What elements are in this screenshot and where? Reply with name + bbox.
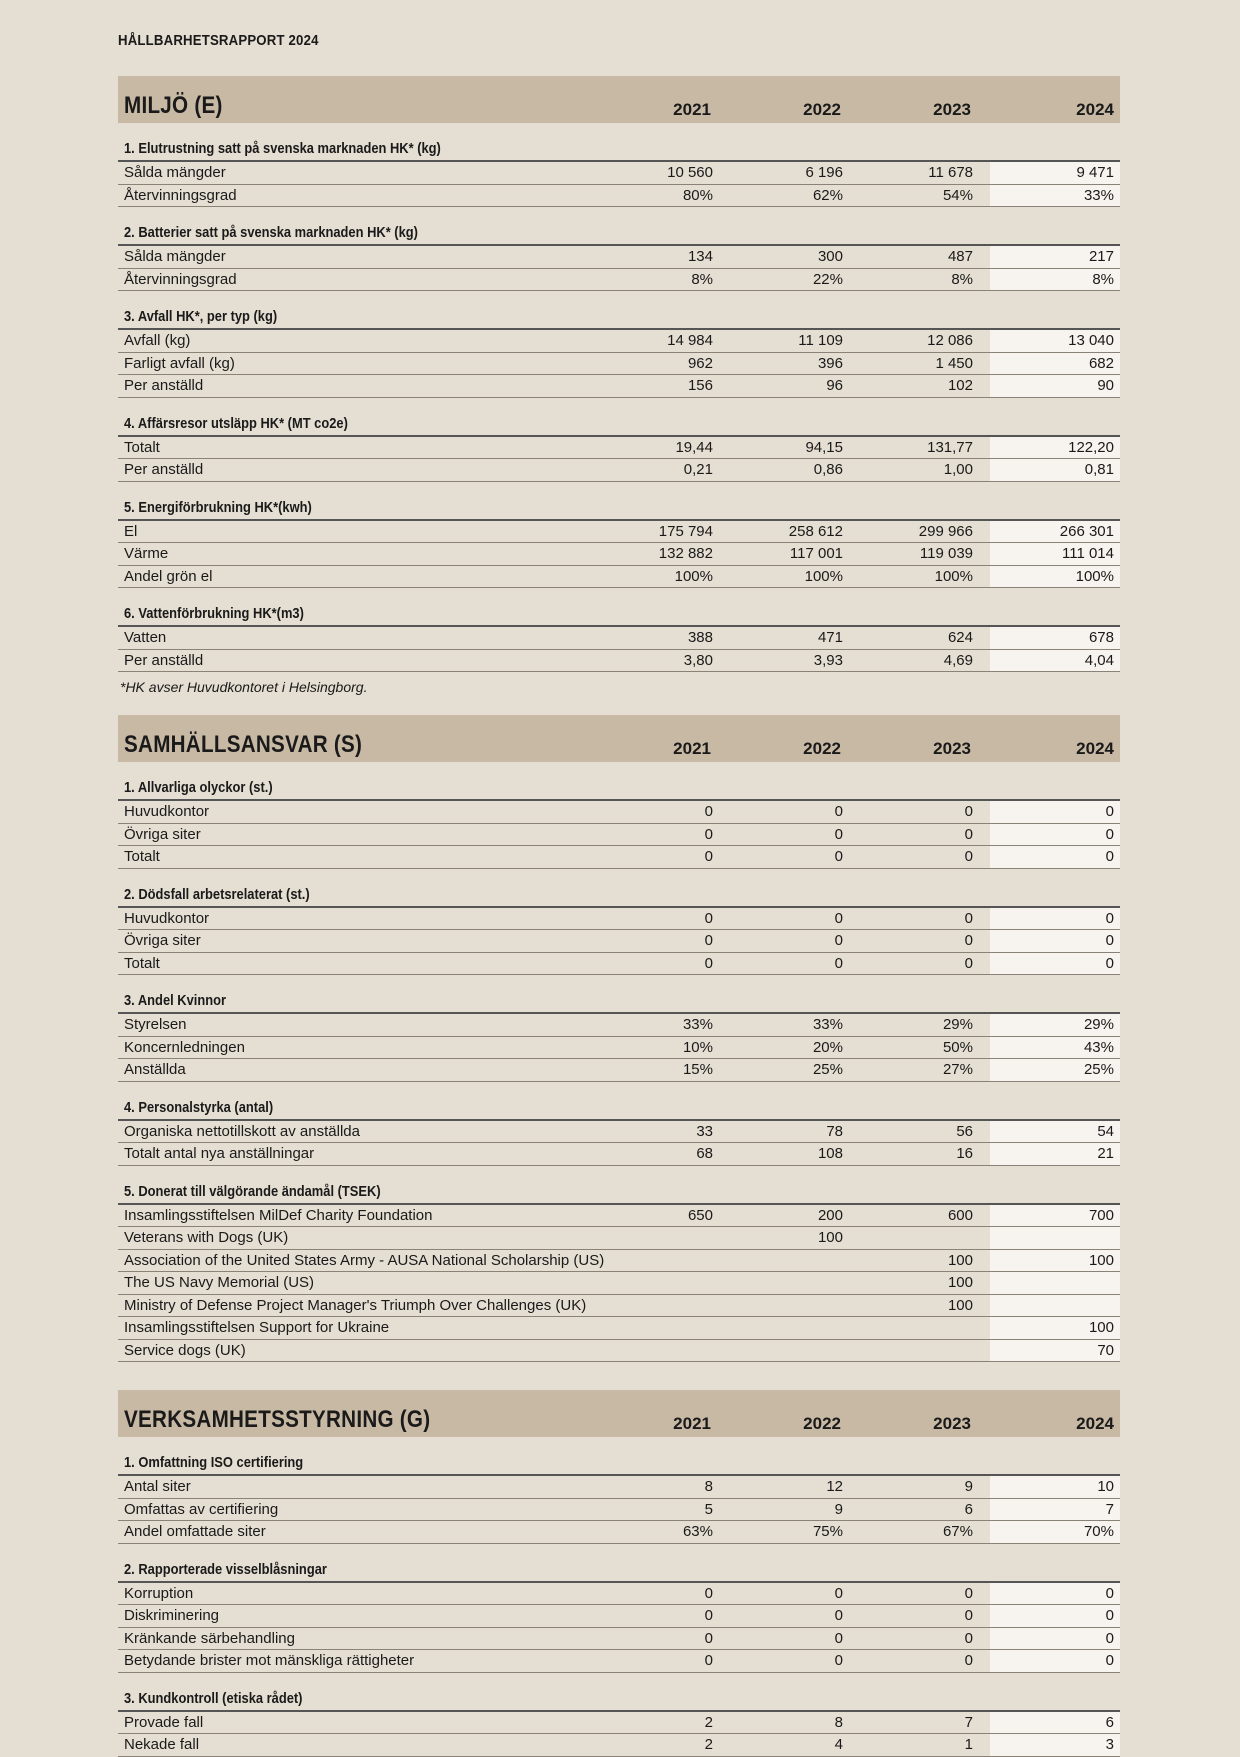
group-title: 4. Affärsresor utsläpp HK* (MT co2e): [124, 414, 348, 432]
group-title: 3. Avfall HK*, per typ (kg): [124, 308, 278, 325]
group-title: 1. Omfattning ISO certifiering: [124, 1454, 304, 1471]
value-cell: 0: [1105, 932, 1114, 949]
group-heading: [118, 222, 1120, 246]
table-row: [118, 1734, 1120, 1757]
value-cell: 0: [964, 1584, 973, 1602]
table-row: [118, 953, 1120, 976]
value-cell: 33%: [1083, 186, 1114, 204]
section-header: [118, 715, 1120, 762]
value-cell: 217: [1088, 248, 1114, 265]
group-title: 6. Vattenförbrukning HK*(m3): [124, 605, 304, 622]
value-cell: 6 196: [805, 164, 843, 181]
value-cell: 7: [964, 1713, 973, 1731]
row-label: Huvudkontor: [124, 909, 210, 927]
value-cell: 10 560: [667, 164, 713, 181]
value-cell: 12 086: [927, 332, 973, 349]
value-cell: 4: [834, 1736, 843, 1753]
row-label: Avfall (kg): [124, 332, 191, 349]
table-row: [118, 330, 1120, 353]
value-cell: 0: [964, 803, 973, 820]
row-label: Ministry of Defense Project Manager's Triumph Over Challenges (UK): [124, 1296, 587, 1314]
section-title: VERKSAMHETSSTYRNING (G): [124, 1406, 431, 1433]
value-cell: 100: [1088, 1319, 1114, 1336]
table-row: [118, 650, 1120, 673]
value-cell: 78: [826, 1122, 843, 1140]
row-label: Per anställd: [124, 377, 204, 394]
row-label: Farligt avfall (kg): [124, 354, 235, 372]
group-heading: [118, 1452, 1120, 1476]
row-label: Kränkande särbehandling: [124, 1629, 295, 1647]
value-cell: 0: [834, 848, 843, 865]
group-title: 1. Allvarliga olyckor (st.): [124, 779, 273, 796]
group-title: 4. Personalstyrka (antal): [124, 1098, 274, 1116]
value-cell: 9 471: [1076, 164, 1114, 181]
value-cell: 600: [947, 1206, 973, 1224]
table-row: [118, 1295, 1120, 1318]
value-cell: 1,00: [943, 461, 973, 478]
value-cell: 131,77: [927, 438, 973, 456]
value-cell: 19,44: [675, 438, 713, 456]
value-cell: 68: [696, 1145, 713, 1162]
year-header: 2021: [673, 100, 711, 119]
table-row: [118, 1340, 1120, 1363]
year-header: 2024: [1076, 1414, 1114, 1433]
value-cell: 100: [1088, 1251, 1114, 1269]
value-cell: 8%: [951, 270, 973, 288]
group-title: 3. Andel Kvinnor: [124, 992, 227, 1009]
value-cell: 56: [956, 1122, 973, 1140]
table-row: [118, 1650, 1120, 1673]
row-label: Styrelsen: [124, 1016, 187, 1033]
value-cell: 9: [964, 1478, 973, 1495]
value-cell: 0: [704, 932, 713, 949]
report-tables: [118, 76, 1120, 1757]
value-cell: 0: [1105, 1607, 1114, 1624]
value-cell: 3,93: [813, 651, 843, 669]
value-cell: 70%: [1083, 1523, 1114, 1540]
value-cell: 0: [704, 803, 713, 820]
value-cell: 299 966: [918, 522, 973, 540]
table-row: [118, 375, 1120, 398]
row-label: Provade fall: [124, 1713, 204, 1731]
table-row: [118, 521, 1120, 544]
section-title: SAMHÄLLSANSVAR (S): [124, 731, 363, 758]
value-cell: 63%: [682, 1523, 713, 1540]
section-title: MILJÖ (E): [124, 92, 223, 119]
value-cell: 0: [834, 1584, 843, 1602]
row-label: Totalt: [124, 848, 160, 865]
row-label: Betydande brister mot mänskliga rättigheter: [124, 1652, 415, 1669]
value-cell: 11 678: [928, 164, 973, 181]
value-cell: 108: [817, 1145, 843, 1162]
value-cell: 29%: [1083, 1016, 1114, 1033]
value-cell: 29%: [942, 1016, 973, 1033]
value-cell: 100%: [1075, 567, 1114, 585]
value-cell: 8%: [1092, 270, 1114, 288]
value-cell: 0: [704, 1652, 713, 1669]
value-cell: 33%: [812, 1016, 843, 1033]
table-row: [118, 459, 1120, 482]
table-row: [118, 1521, 1120, 1544]
group-heading: [118, 1097, 1120, 1121]
table-row: [118, 1499, 1120, 1522]
value-cell: 0: [964, 932, 973, 949]
value-cell: 3,80: [683, 651, 713, 669]
year-header: 2022: [803, 100, 841, 119]
value-cell: 8: [834, 1713, 843, 1731]
value-cell: 2: [704, 1736, 713, 1753]
value-cell: 487: [947, 248, 973, 265]
value-cell: 100%: [804, 567, 843, 585]
table-row: [118, 246, 1120, 269]
value-cell: 94,15: [805, 438, 843, 456]
value-cell: 20%: [812, 1038, 843, 1056]
table-row: [118, 162, 1120, 185]
document-header: HÅLLBARHETSRAPPORT 2024: [118, 32, 319, 49]
value-cell: 156: [687, 377, 713, 394]
value-cell: 624: [947, 629, 973, 646]
value-cell: 50%: [942, 1038, 973, 1056]
row-label: Vatten: [124, 629, 167, 646]
table-row: [118, 1272, 1120, 1295]
value-cell: 90: [1097, 377, 1114, 394]
value-cell: 102: [947, 377, 973, 394]
value-cell: 9: [834, 1500, 843, 1518]
group-heading: [118, 1181, 1120, 1205]
value-cell: 0,21: [683, 461, 713, 478]
row-label: Nekade fall: [124, 1736, 200, 1753]
value-cell: 8: [704, 1478, 713, 1495]
table-row: [118, 1317, 1120, 1340]
value-cell: 14 984: [667, 332, 713, 349]
value-cell: 0,86: [813, 461, 843, 478]
table-row: [118, 1037, 1120, 1060]
table-row: [118, 1227, 1120, 1250]
table-row: [118, 1628, 1120, 1651]
value-cell: 100: [947, 1274, 973, 1291]
group-heading: [118, 497, 1120, 521]
row-label: Omfattas av certifiering: [124, 1500, 279, 1518]
year-header: 2022: [803, 1414, 841, 1433]
group-heading: [118, 413, 1120, 437]
value-cell: 0: [1105, 1652, 1114, 1669]
value-cell: 0: [834, 954, 843, 972]
table-row: [118, 1205, 1120, 1228]
year-header: 2021: [673, 739, 711, 758]
value-cell: 111 014: [1062, 545, 1114, 562]
highlight-cell: [990, 1227, 1120, 1249]
value-cell: 0: [704, 1629, 713, 1647]
highlight-cell: [990, 1295, 1120, 1317]
value-cell: 0: [1105, 909, 1114, 927]
table-row: [118, 543, 1120, 566]
year-header: 2023: [933, 100, 971, 119]
value-cell: 25%: [1083, 1061, 1114, 1078]
value-cell: 132 882: [658, 545, 713, 562]
value-cell: 70: [1097, 1341, 1114, 1359]
value-cell: 0,81: [1084, 461, 1114, 478]
row-label: Totalt antal nya anställningar: [124, 1145, 315, 1162]
value-cell: 0: [964, 825, 973, 843]
value-cell: 388: [687, 629, 713, 646]
table-row: [118, 824, 1120, 847]
value-cell: 700: [1088, 1206, 1114, 1224]
value-cell: 0: [834, 1607, 843, 1624]
value-cell: 0: [834, 1652, 843, 1669]
value-cell: 33%: [682, 1016, 713, 1033]
table-row: [118, 437, 1120, 460]
value-cell: 0: [834, 803, 843, 820]
row-label: Insamlingsstiftelsen MilDef Charity Foundation: [124, 1206, 433, 1224]
year-header: 2022: [803, 739, 841, 758]
value-cell: 12: [826, 1478, 843, 1495]
value-cell: 396: [817, 354, 843, 372]
section-header: [118, 1390, 1120, 1437]
row-label: Insamlingsstiftelsen Support for Ukraine: [124, 1319, 390, 1336]
value-cell: 0: [1105, 848, 1114, 865]
group-heading: [118, 138, 1120, 162]
value-cell: 300: [817, 248, 843, 265]
value-cell: 10%: [682, 1038, 713, 1056]
row-label: Association of the United States Army - AUSA National Scholarship (US): [124, 1251, 605, 1269]
group-title: 2. Dödsfall arbetsrelaterat (st.): [124, 885, 310, 903]
row-label: Diskriminering: [124, 1607, 220, 1624]
value-cell: 100: [947, 1251, 973, 1269]
value-cell: 21: [1097, 1145, 1114, 1162]
value-cell: 0: [964, 1652, 973, 1669]
table-row: [118, 627, 1120, 650]
value-cell: 100%: [674, 567, 713, 585]
value-cell: 3: [1105, 1736, 1114, 1753]
table-row: [118, 908, 1120, 931]
value-cell: 15%: [682, 1061, 713, 1078]
value-cell: 200: [817, 1206, 843, 1224]
value-cell: 25%: [812, 1061, 843, 1078]
value-cell: 0: [1105, 954, 1114, 972]
highlight-cell: [990, 1272, 1120, 1294]
value-cell: 0: [704, 848, 713, 865]
group-heading: [118, 884, 1120, 908]
row-label: Per anställd: [124, 461, 204, 478]
value-cell: 13 040: [1068, 332, 1114, 349]
value-cell: 1: [964, 1736, 973, 1753]
footnote: *HK avser Huvudkontoret i Helsingborg.: [120, 679, 368, 695]
row-label: Per anställd: [124, 651, 204, 669]
table-row: [118, 1121, 1120, 1144]
group-title: 3. Kundkontroll (etiska rådet): [124, 1689, 303, 1707]
value-cell: 678: [1088, 629, 1114, 646]
value-cell: 7: [1105, 1500, 1114, 1518]
value-cell: 134: [687, 248, 713, 265]
value-cell: 16: [956, 1145, 973, 1162]
group-heading: [118, 306, 1120, 330]
table-row: [118, 269, 1120, 292]
value-cell: 0: [704, 1584, 713, 1602]
group-heading: [118, 777, 1120, 801]
table-row: [118, 1014, 1120, 1037]
row-label: Organiska nettotillskott av anställda: [124, 1122, 360, 1140]
value-cell: 0: [834, 932, 843, 949]
row-label: Veterans with Dogs (UK): [124, 1229, 289, 1246]
value-cell: 67%: [942, 1523, 973, 1540]
value-cell: 0: [1105, 825, 1114, 843]
value-cell: 0: [1105, 803, 1114, 820]
group-heading: [118, 1559, 1120, 1583]
row-label: Andel grön el: [124, 567, 213, 585]
table-row: [118, 930, 1120, 953]
value-cell: 2: [704, 1713, 713, 1731]
value-cell: 6: [964, 1500, 973, 1518]
group-title: 2. Batterier satt på svenska marknaden HK* (kg): [124, 224, 418, 241]
value-cell: 22%: [812, 270, 843, 288]
value-cell: 100: [817, 1229, 843, 1246]
row-label: Andel omfattade siter: [124, 1523, 266, 1540]
row-label: Övriga siter: [124, 825, 201, 843]
year-header: 2021: [673, 1414, 711, 1433]
year-header: 2024: [1076, 739, 1114, 758]
value-cell: 0: [704, 825, 713, 843]
value-cell: 54: [1097, 1122, 1114, 1140]
value-cell: 175 794: [658, 522, 713, 540]
row-label: Totalt: [124, 438, 160, 456]
table-row: [118, 1712, 1120, 1735]
value-cell: 54%: [942, 186, 973, 204]
value-cell: 0: [964, 1607, 973, 1624]
value-cell: 6: [1105, 1713, 1114, 1731]
year-header: 2023: [933, 739, 971, 758]
value-cell: 0: [964, 848, 973, 865]
value-cell: 0: [834, 825, 843, 843]
row-label: El: [124, 522, 138, 540]
table-row: [118, 1143, 1120, 1166]
value-cell: 100: [947, 1296, 973, 1314]
row-label: Sålda mängder: [124, 248, 226, 265]
value-cell: 122,20: [1068, 438, 1114, 456]
value-cell: 1 450: [935, 354, 973, 372]
row-label: Övriga siter: [124, 932, 201, 949]
table-row: [118, 1583, 1120, 1606]
value-cell: 96: [826, 377, 843, 394]
value-cell: 266 301: [1059, 522, 1114, 540]
value-cell: 682: [1088, 354, 1114, 372]
row-label: Värme: [124, 545, 169, 562]
value-cell: 0: [704, 954, 713, 972]
table-row: [118, 566, 1120, 589]
group-heading: [118, 603, 1120, 627]
table-row: [118, 1250, 1120, 1273]
value-cell: 258 612: [788, 522, 843, 540]
value-cell: 75%: [812, 1523, 843, 1540]
value-cell: 8%: [691, 270, 713, 288]
year-header: 2023: [933, 1414, 971, 1433]
row-label: The US Navy Memorial (US): [124, 1274, 315, 1291]
group-title: 1. Elutrustning satt på svenska marknaden HK* (kg): [124, 140, 441, 157]
value-cell: 11 109: [798, 332, 843, 349]
value-cell: 0: [964, 1629, 973, 1647]
value-cell: 0: [834, 1629, 843, 1647]
table-row: [118, 1605, 1120, 1628]
value-cell: 62%: [812, 186, 843, 204]
value-cell: 4,69: [943, 651, 973, 669]
row-label: Antal siter: [124, 1478, 191, 1495]
row-label: Service dogs (UK): [124, 1341, 246, 1359]
value-cell: 0: [704, 1607, 713, 1624]
row-label: Korruption: [124, 1584, 194, 1602]
value-cell: 10: [1097, 1478, 1114, 1495]
value-cell: 4,04: [1084, 651, 1114, 669]
row-label: Koncernledningen: [124, 1038, 245, 1056]
value-cell: 100%: [934, 567, 973, 585]
value-cell: 80%: [682, 186, 713, 204]
row-label: Sålda mängder: [124, 164, 226, 181]
table-row: [118, 801, 1120, 824]
value-cell: 117 001: [789, 545, 843, 562]
table-row: [118, 846, 1120, 869]
value-cell: 471: [817, 629, 843, 646]
value-cell: 0: [704, 909, 713, 927]
group-heading: [118, 1688, 1120, 1712]
group-title: 5. Donerat till välgörande ändamål (TSEK): [124, 1182, 381, 1200]
row-label: Anställda: [124, 1061, 186, 1078]
group-heading: [118, 990, 1120, 1014]
value-cell: 33: [696, 1122, 713, 1140]
row-label: Totalt: [124, 954, 160, 972]
group-title: 5. Energiförbrukning HK*(kwh): [124, 498, 312, 516]
section-header: [118, 76, 1120, 123]
value-cell: 0: [964, 954, 973, 972]
value-cell: 43%: [1083, 1038, 1114, 1056]
row-label: Huvudkontor: [124, 803, 210, 820]
value-cell: 5: [704, 1500, 713, 1518]
group-title: 2. Rapporterade visselblåsningar: [124, 1560, 327, 1578]
table-row: [118, 1059, 1120, 1082]
table-row: [118, 1476, 1120, 1499]
value-cell: 119 039: [919, 545, 973, 562]
row-label: Återvinningsgrad: [124, 186, 237, 204]
value-cell: 0: [1105, 1629, 1114, 1647]
year-header: 2024: [1076, 100, 1114, 119]
value-cell: 0: [1105, 1584, 1114, 1602]
row-label: Återvinningsgrad: [124, 270, 237, 288]
table-row: [118, 353, 1120, 376]
value-cell: 27%: [942, 1061, 973, 1078]
value-cell: 650: [687, 1206, 713, 1224]
value-cell: 0: [964, 909, 973, 927]
table-row: [118, 185, 1120, 208]
value-cell: 0: [834, 909, 843, 927]
value-cell: 962: [687, 354, 713, 372]
